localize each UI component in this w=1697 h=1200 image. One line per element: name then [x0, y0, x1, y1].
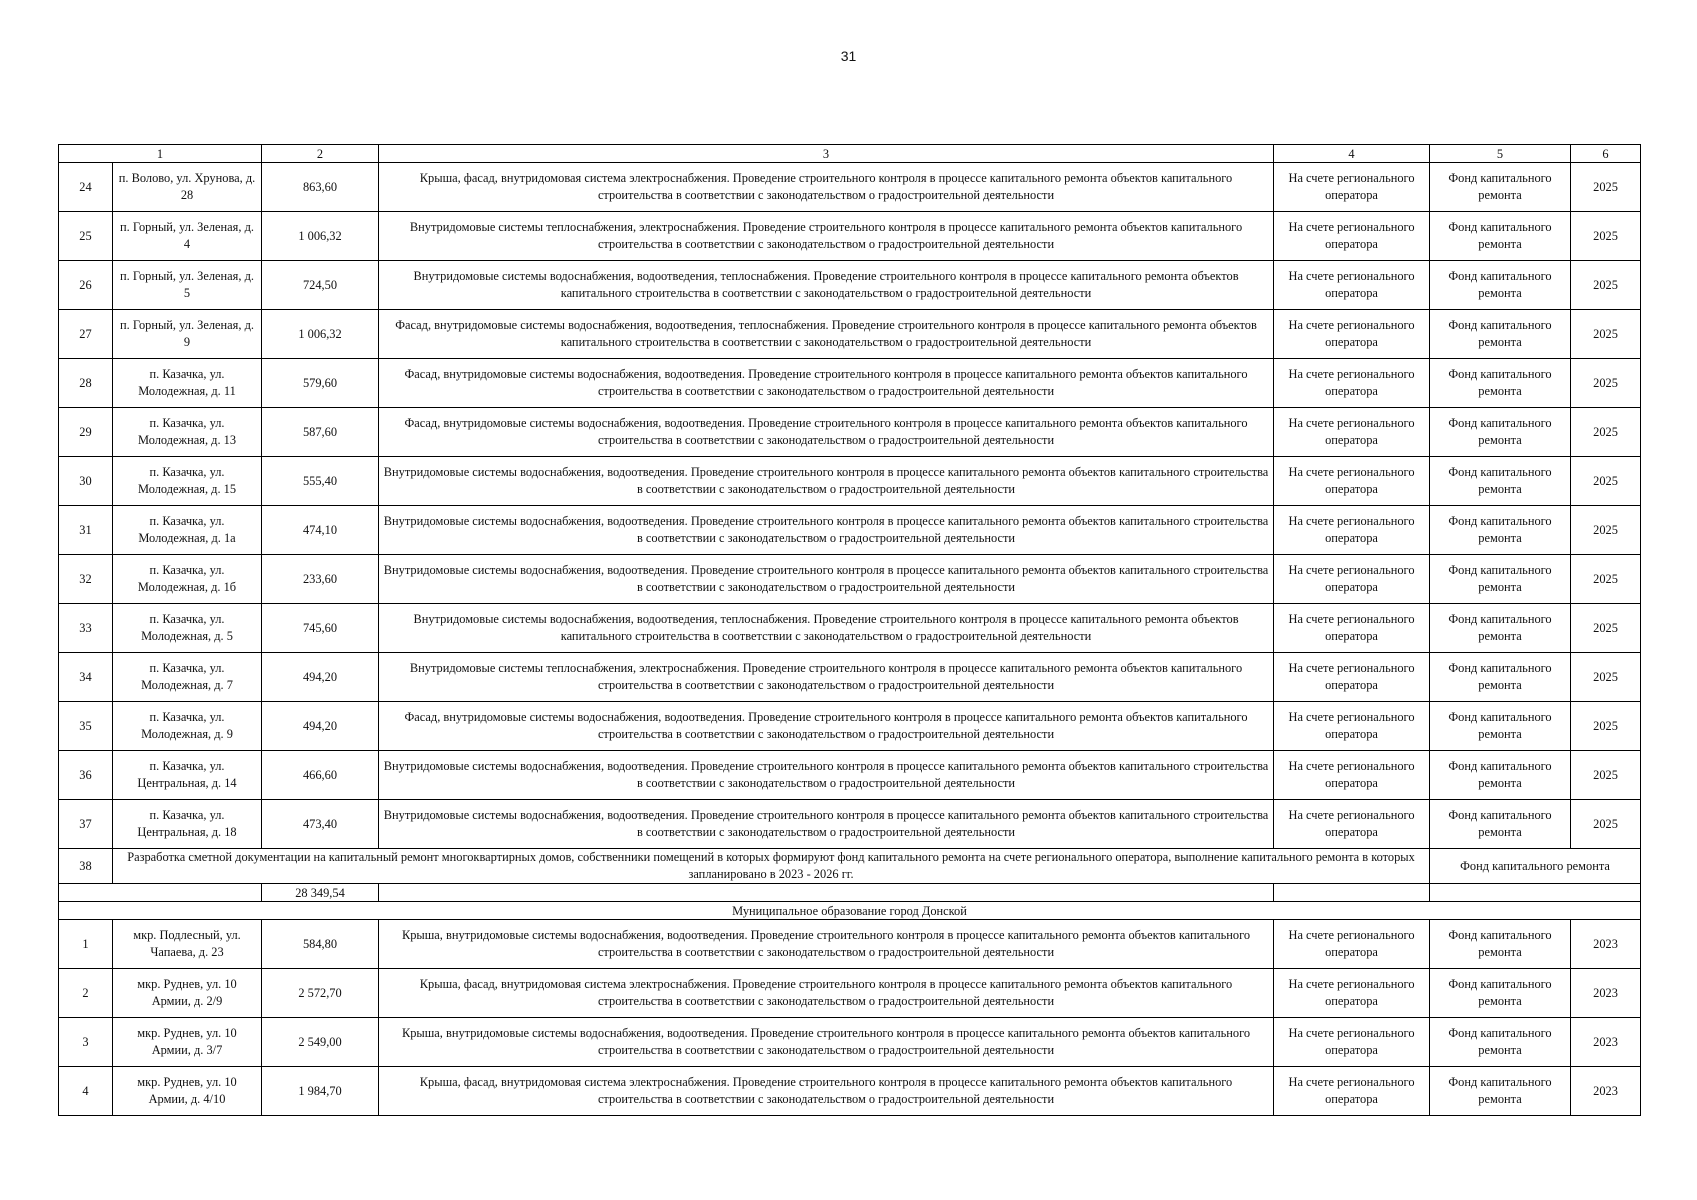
year-cell: 2025 [1571, 310, 1641, 359]
capital-repair-table [58, 144, 1641, 1116]
table-row [59, 506, 1641, 555]
municipality-title: Муниципальное образование город Донской [59, 902, 1641, 920]
table-row [59, 555, 1641, 604]
total-empty-cell [379, 884, 1274, 902]
address-cell: п. Казачка, ул. Молодежная, д. 9 [113, 702, 262, 751]
year-cell: 2023 [1571, 969, 1641, 1018]
row-number: 37 [59, 800, 113, 849]
estimate-description-cell: Разработка сметной документации на капитальный ремонт многоквартирных домов, собственники помещений в которых формируют фонд капитального ремонта на счете регионального оператора, выполнение капитального ремонта в которых запланировано в 2023 - 2026 гг. [113, 849, 1430, 884]
table-row [59, 261, 1641, 310]
account-type-cell: На счете регионального оператора [1274, 702, 1430, 751]
work-description-cell: Внутридомовые системы водоснабжения, водоотведения. Проведение строительного контроля в процессе капитального ремонта объектов капитального строительства в соответствии с законодательством о градостроительной деятельности [379, 751, 1274, 800]
work-description-cell: Внутридомовые системы водоснабжения, водоотведения. Проведение строительного контроля в процессе капитального ремонта объектов капитального строительства в соответствии с законодательством о градостроительной деятельности [379, 555, 1274, 604]
amount-cell: 473,40 [262, 800, 379, 849]
row-number: 1 [59, 920, 113, 969]
account-type-cell: На счете регионального оператора [1274, 163, 1430, 212]
amount-cell: 1 006,32 [262, 212, 379, 261]
column-header-4: 4 [1274, 145, 1430, 163]
fund-source-cell: Фонд капитального ремонта [1430, 969, 1571, 1018]
account-type-cell: На счете регионального оператора [1274, 751, 1430, 800]
amount-cell: 466,60 [262, 751, 379, 800]
work-description-cell: Фасад, внутридомовые системы водоснабжения, водоотведения, теплоснабжения. Проведение строительного контроля в процессе капитального ремонта объектов капитального строительства в соответствии с законодательством о градостроительной деятельности [379, 310, 1274, 359]
account-type-cell: На счете регионального оператора [1274, 506, 1430, 555]
fund-source-cell: Фонд капитального ремонта [1430, 359, 1571, 408]
fund-source-cell: Фонд капитального ремонта [1430, 1018, 1571, 1067]
address-cell: п. Горный, ул. Зеленая, д. 5 [113, 261, 262, 310]
estimate-documentation-row [59, 849, 1641, 884]
fund-source-cell: Фонд капитального ремонта [1430, 408, 1571, 457]
table-row [59, 1067, 1641, 1116]
row-number: 35 [59, 702, 113, 751]
column-header-3: 3 [379, 145, 1274, 163]
fund-source-cell: Фонд капитального ремонта [1430, 163, 1571, 212]
address-cell: мкр. Руднев, ул. 10 Армии, д. 3/7 [113, 1018, 262, 1067]
column-header-1: 1 [59, 145, 262, 163]
amount-cell: 494,20 [262, 653, 379, 702]
amount-cell: 863,60 [262, 163, 379, 212]
municipality-section-row [59, 902, 1641, 920]
row-number: 28 [59, 359, 113, 408]
total-row [59, 884, 1641, 902]
row-number: 25 [59, 212, 113, 261]
year-cell: 2025 [1571, 506, 1641, 555]
amount-cell: 555,40 [262, 457, 379, 506]
fund-source-cell: Фонд капитального ремонта [1430, 212, 1571, 261]
amount-cell: 233,60 [262, 555, 379, 604]
year-cell: 2025 [1571, 408, 1641, 457]
year-cell: 2025 [1571, 359, 1641, 408]
fund-source-cell: Фонд капитального ремонта [1430, 702, 1571, 751]
row-number: 33 [59, 604, 113, 653]
address-cell: мкр. Руднев, ул. 10 Армии, д. 4/10 [113, 1067, 262, 1116]
year-cell: 2025 [1571, 555, 1641, 604]
row-number: 4 [59, 1067, 113, 1116]
fund-source-cell: Фонд капитального ремонта [1430, 604, 1571, 653]
total-amount-cell: 28 349,54 [262, 884, 379, 902]
table-row [59, 920, 1641, 969]
table-row [59, 408, 1641, 457]
address-cell: п. Казачка, ул. Молодежная, д. 7 [113, 653, 262, 702]
account-type-cell: На счете регионального оператора [1274, 359, 1430, 408]
amount-cell: 1 006,32 [262, 310, 379, 359]
account-type-cell: На счете регионального оператора [1274, 212, 1430, 261]
year-cell: 2023 [1571, 1067, 1641, 1116]
amount-cell: 724,50 [262, 261, 379, 310]
year-cell: 2025 [1571, 457, 1641, 506]
account-type-cell: На счете регионального оператора [1274, 1067, 1430, 1116]
account-type-cell: На счете регионального оператора [1274, 408, 1430, 457]
fund-source-cell: Фонд капитального ремонта [1430, 1067, 1571, 1116]
work-description-cell: Крыша, фасад, внутридомовая система электроснабжения. Проведение строительного контроля в процессе капитального ремонта объектов капитального строительства в соответствии с законодательством о градостроительной деятельности [379, 163, 1274, 212]
work-description-cell: Внутридомовые системы теплоснабжения, электроснабжения. Проведение строительного контроля в процессе капитального ремонта объектов капитального строительства в соответствии с законодательством о градостроительной деятельности [379, 212, 1274, 261]
year-cell: 2023 [1571, 1018, 1641, 1067]
row-number: 27 [59, 310, 113, 359]
total-empty-cell [1430, 884, 1641, 902]
year-cell: 2023 [1571, 920, 1641, 969]
table-body [59, 145, 1641, 1116]
account-type-cell: На счете регионального оператора [1274, 604, 1430, 653]
fund-source-cell: Фонд капитального ремонта [1430, 555, 1571, 604]
work-description-cell: Внутридомовые системы водоснабжения, водоотведения. Проведение строительного контроля в процессе капитального ремонта объектов капитального строительства в соответствии с законодательством о градостроительной деятельности [379, 800, 1274, 849]
row-number: 32 [59, 555, 113, 604]
address-cell: п. Горный, ул. Зеленая, д. 9 [113, 310, 262, 359]
row-number: 24 [59, 163, 113, 212]
address-cell: п. Казачка, ул. Молодежная, д. 15 [113, 457, 262, 506]
table-row [59, 604, 1641, 653]
account-type-cell: На счете регионального оператора [1274, 261, 1430, 310]
table-row [59, 163, 1641, 212]
year-cell: 2025 [1571, 751, 1641, 800]
work-description-cell: Внутридомовые системы водоснабжения, водоотведения. Проведение строительного контроля в процессе капитального ремонта объектов капитального строительства в соответствии с законодательством о градостроительной деятельности [379, 457, 1274, 506]
year-cell: 2025 [1571, 261, 1641, 310]
work-description-cell: Крыша, внутридомовые системы водоснабжения, водоотведения. Проведение строительного контроля в процессе капитального ремонта объектов капитального строительства в соответствии с законодательством о градостроительной деятельности [379, 1018, 1274, 1067]
row-number: 38 [59, 849, 113, 884]
row-number: 36 [59, 751, 113, 800]
address-cell: п. Казачка, ул. Молодежная, д. 11 [113, 359, 262, 408]
address-cell: п. Казачка, ул. Молодежная, д. 5 [113, 604, 262, 653]
table-row [59, 800, 1641, 849]
work-description-cell: Внутридомовые системы водоснабжения, водоотведения, теплоснабжения. Проведение строительного контроля в процессе капитального ремонта объектов капитального строительства в соответствии с законодательством о градостроительной деятельности [379, 261, 1274, 310]
table-row [59, 359, 1641, 408]
address-cell: мкр. Подлесный, ул. Чапаева, д. 23 [113, 920, 262, 969]
fund-source-cell: Фонд капитального ремонта [1430, 800, 1571, 849]
year-cell: 2025 [1571, 702, 1641, 751]
work-description-cell: Фасад, внутридомовые системы водоснабжения, водоотведения. Проведение строительного контроля в процессе капитального ремонта объектов капитального строительства в соответствии с законодательством о градостроительной деятельности [379, 702, 1274, 751]
fund-source-cell: Фонд капитального ремонта [1430, 653, 1571, 702]
account-type-cell: На счете регионального оператора [1274, 969, 1430, 1018]
row-number: 31 [59, 506, 113, 555]
table-row [59, 310, 1641, 359]
table-row [59, 1018, 1641, 1067]
account-type-cell: На счете регионального оператора [1274, 653, 1430, 702]
amount-cell: 584,80 [262, 920, 379, 969]
amount-cell: 494,20 [262, 702, 379, 751]
account-type-cell: На счете регионального оператора [1274, 457, 1430, 506]
amount-cell: 745,60 [262, 604, 379, 653]
table-row [59, 653, 1641, 702]
table-row [59, 969, 1641, 1018]
work-description-cell: Фасад, внутридомовые системы водоснабжения, водоотведения. Проведение строительного контроля в процессе капитального ремонта объектов капитального строительства в соответствии с законодательством о градостроительной деятельности [379, 359, 1274, 408]
work-description-cell: Крыша, фасад, внутридомовая система электроснабжения. Проведение строительного контроля в процессе капитального ремонта объектов капитального строительства в соответствии с законодательством о градостроительной деятельности [379, 1067, 1274, 1116]
year-cell: 2025 [1571, 212, 1641, 261]
account-type-cell: На счете регионального оператора [1274, 800, 1430, 849]
amount-cell: 474,10 [262, 506, 379, 555]
account-type-cell: На счете регионального оператора [1274, 555, 1430, 604]
work-description-cell: Фасад, внутридомовые системы водоснабжения, водоотведения. Проведение строительного контроля в процессе капитального ремонта объектов капитального строительства в соответствии с законодательством о градостроительной деятельности [379, 408, 1274, 457]
year-cell: 2025 [1571, 800, 1641, 849]
fund-source-cell: Фонд капитального ремонта [1430, 849, 1641, 884]
address-cell: мкр. Руднев, ул. 10 Армии, д. 2/9 [113, 969, 262, 1018]
table-row [59, 751, 1641, 800]
fund-source-cell: Фонд капитального ремонта [1430, 751, 1571, 800]
column-header-6: 6 [1571, 145, 1641, 163]
fund-source-cell: Фонд капитального ремонта [1430, 310, 1571, 359]
amount-cell: 2 572,70 [262, 969, 379, 1018]
fund-source-cell: Фонд капитального ремонта [1430, 457, 1571, 506]
table-row [59, 212, 1641, 261]
total-empty-cell [59, 884, 262, 902]
row-number: 3 [59, 1018, 113, 1067]
page-number: 31 [840, 48, 857, 64]
address-cell: п. Казачка, ул. Молодежная, д. 1а [113, 506, 262, 555]
year-cell: 2025 [1571, 604, 1641, 653]
address-cell: п. Волово, ул. Хрунова, д. 28 [113, 163, 262, 212]
amount-cell: 1 984,70 [262, 1067, 379, 1116]
address-cell: п. Казачка, ул. Центральная, д. 18 [113, 800, 262, 849]
row-number: 30 [59, 457, 113, 506]
work-description-cell: Внутридомовые системы теплоснабжения, электроснабжения. Проведение строительного контроля в процессе капитального ремонта объектов капитального строительства в соответствии с законодательством о градостроительной деятельности [379, 653, 1274, 702]
account-type-cell: На счете регионального оператора [1274, 310, 1430, 359]
account-type-cell: На счете регионального оператора [1274, 1018, 1430, 1067]
column-header-5: 5 [1430, 145, 1571, 163]
work-description-cell: Внутридомовые системы водоснабжения, водоотведения. Проведение строительного контроля в процессе капитального ремонта объектов капитального строительства в соответствии с законодательством о градостроительной деятельности [379, 506, 1274, 555]
fund-source-cell: Фонд капитального ремонта [1430, 506, 1571, 555]
account-type-cell: На счете регионального оператора [1274, 920, 1430, 969]
column-header-2: 2 [262, 145, 379, 163]
amount-cell: 579,60 [262, 359, 379, 408]
total-empty-cell [1274, 884, 1430, 902]
year-cell: 2025 [1571, 163, 1641, 212]
table-row [59, 702, 1641, 751]
address-cell: п. Казачка, ул. Молодежная, д. 13 [113, 408, 262, 457]
address-cell: п. Горный, ул. Зеленая, д. 4 [113, 212, 262, 261]
row-number: 2 [59, 969, 113, 1018]
work-description-cell: Крыша, внутридомовые системы водоснабжения, водоотведения. Проведение строительного контроля в процессе капитального ремонта объектов капитального строительства в соответствии с законодательством о градостроительной деятельности [379, 920, 1274, 969]
amount-cell: 587,60 [262, 408, 379, 457]
row-number: 34 [59, 653, 113, 702]
address-cell: п. Казачка, ул. Центральная, д. 14 [113, 751, 262, 800]
amount-cell: 2 549,00 [262, 1018, 379, 1067]
table-row [59, 457, 1641, 506]
fund-source-cell: Фонд капитального ремонта [1430, 261, 1571, 310]
year-cell: 2025 [1571, 653, 1641, 702]
work-description-cell: Внутридомовые системы водоснабжения, водоотведения, теплоснабжения. Проведение строительного контроля в процессе капитального ремонта объектов капитального строительства в соответствии с законодательством о градостроительной деятельности [379, 604, 1274, 653]
fund-source-cell: Фонд капитального ремонта [1430, 920, 1571, 969]
work-description-cell: Крыша, фасад, внутридомовая система электроснабжения. Проведение строительного контроля в процессе капитального ремонта объектов капитального строительства в соответствии с законодательством о градостроительной деятельности [379, 969, 1274, 1018]
column-number-row [59, 145, 1641, 163]
row-number: 26 [59, 261, 113, 310]
row-number: 29 [59, 408, 113, 457]
address-cell: п. Казачка, ул. Молодежная, д. 1б [113, 555, 262, 604]
